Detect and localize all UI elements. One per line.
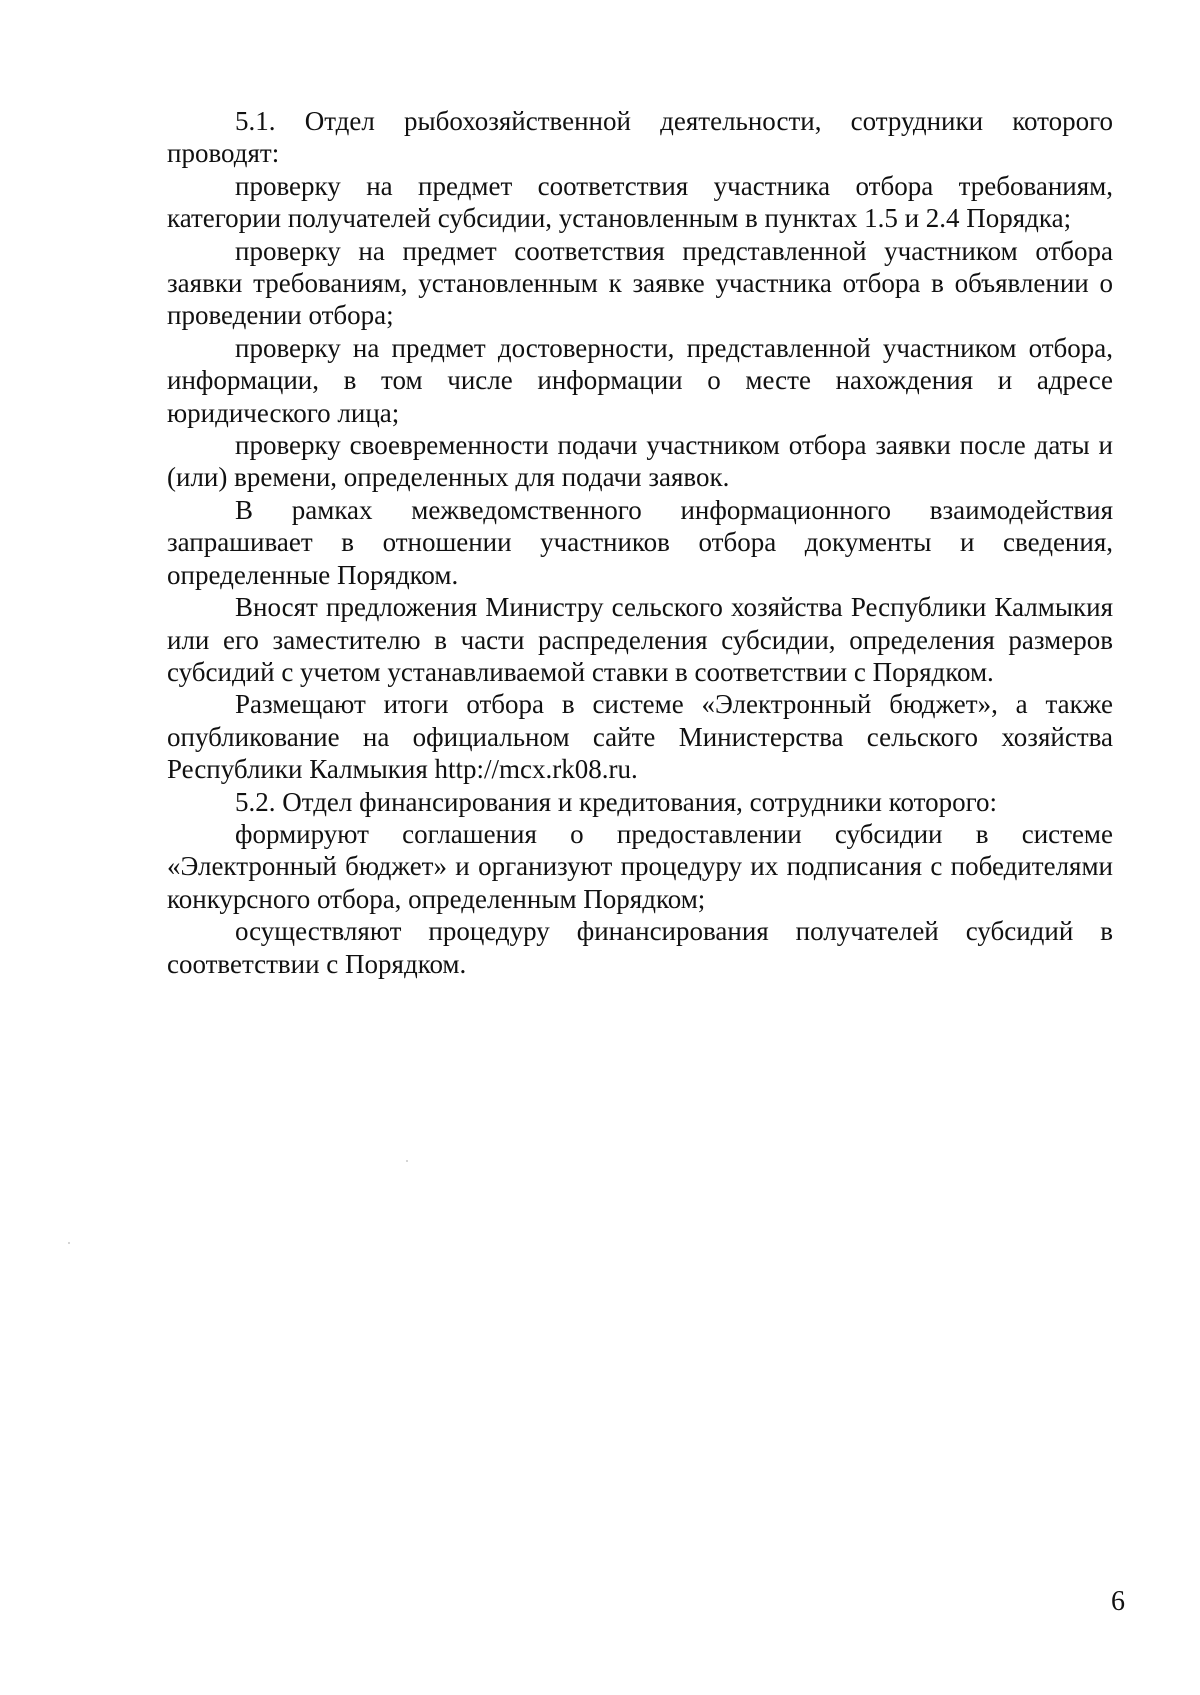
scan-speck xyxy=(68,1242,70,1244)
paragraph-publication: Размещают итоги отбора в системе «Электронный бюджет», а также опубликование на официальном сайте Министерства сельского хозяйства Республики Калмыкия http://mcx.rk08.ru. xyxy=(167,689,1113,785)
paragraph-check-application: проверку на предмет соответствия представленной участником отбора заявки требованиям, установленным к заявке участника отбора в объявлении о проведении отбора; xyxy=(167,235,1113,331)
paragraph-agreements: формируют соглашения о предоставлении субсидии в системе «Электронный бюджет» и организуют процедуру их подписания с победителями конкурсного отбора, определенным Порядком; xyxy=(167,818,1113,914)
paragraph-check-timeliness: проверку своевременности подачи участником отбора заявки после даты и (или) времени, определенных для подачи заявок. xyxy=(167,430,1113,493)
paragraph-5-1-heading: 5.1. Отдел рыбохозяйственной деятельности, сотрудники которого проводят: xyxy=(167,106,1113,169)
page-number: 6 xyxy=(1111,1586,1125,1617)
paragraph-proposals: Вносят предложения Министру сельского хозяйства Республики Калмыкия или его заместителю в части распределения субсидии, определения размеров субсидий с учетом устанавливаемой ставки в соответствии с Порядком. xyxy=(167,592,1113,687)
paragraph-financing: осуществляют процедуру финансирования получателей субсидий в соответствии с Порядком. xyxy=(167,916,1113,979)
paragraph-interagency-requests: В рамках межведомственного информационного взаимодействия запрашивает в отношении участников отбора документы и сведения, определенные Порядком. xyxy=(167,494,1113,590)
paragraph-check-reliability: проверку на предмет достоверности, представленной участником отбора, информации, в том числе информации о месте нахождения и адресе юридического лица; xyxy=(167,332,1113,428)
scan-speck xyxy=(406,1160,408,1162)
paragraph-5-2-heading: 5.2. Отдел финансирования и кредитования, сотрудники которого: xyxy=(235,786,997,817)
paragraph-check-requirements: проверку на предмет соответствия участника отбора требованиям, категории получателей субсидии, установленным в пунктах 1.5 и 2.4 Порядка; xyxy=(167,170,1113,234)
document-body xyxy=(167,105,1113,980)
